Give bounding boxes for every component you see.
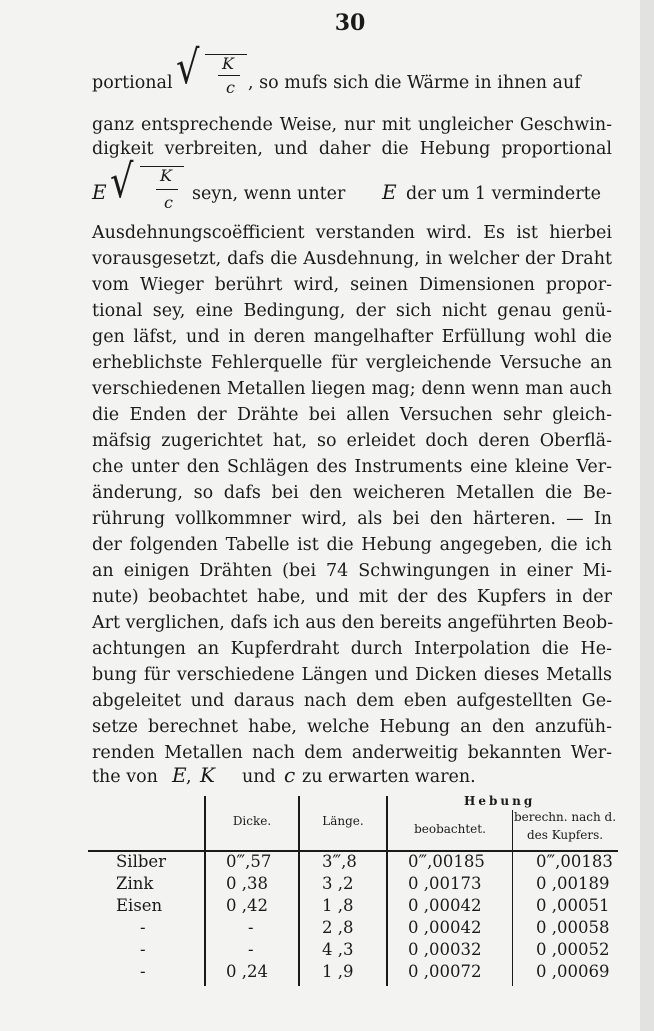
text-line: der folgenden Tabelle ist die Hebung angegeben, die ich (92, 535, 612, 555)
cell-berechnet: 0 ,00058 (536, 918, 610, 937)
text-line-1-rest: , so mufs sich die Wärme in ihnen auf (248, 73, 581, 93)
cell-laenge: 3 ,2 (322, 874, 354, 893)
text-line: erheblichste Fehlerquelle für vergleichende Versuche an (92, 353, 612, 373)
header-dicke: Dicke. (232, 814, 272, 828)
header-berechnet: berechn. nach d. (513, 810, 617, 824)
text-line: Ausdehnungscoëfficient verstanden wird. Es ist hierbei (92, 223, 612, 243)
header-hebung: Hebung (464, 794, 536, 808)
fraction-denominator-c: c (164, 193, 173, 212)
cell-beobachtet: 0 ,00173 (408, 874, 482, 893)
cell-dicke: - (248, 918, 254, 937)
cell-dicke: 0 ,24 (226, 962, 268, 981)
text-line: ganz entsprechende Weise, nur mit ungleicher Geschwin- (92, 115, 612, 135)
symbol-e: E (382, 180, 397, 204)
text-line: vom Wieger berührt wird, seinen Dimensionen propor- (92, 275, 612, 295)
fraction-denominator-c: c (226, 78, 235, 97)
text-line: tional sey, eine Bedingung, der sich nicht genau genü- (92, 301, 612, 321)
cell-beobachtet: 0 ,00042 (408, 918, 482, 937)
text-portional: portional (92, 73, 173, 93)
cell-beobachtet: 0 ,00042 (408, 896, 482, 915)
text-line: gen läfst, und in deren mangelhafter Erfüllung wohl die (92, 327, 612, 347)
text-line: abgeleitet und daraus nach dem eben aufgestellten Ge- (92, 691, 612, 711)
cell-laenge: 3‴,8 (322, 852, 357, 871)
cell-dicke: - (248, 940, 254, 959)
text-line: bung für verschiedene Längen und Dicken dieses Metalls (92, 665, 612, 685)
text-line: die Enden der Drähte bei allen Versuchen sehr gleich- (92, 405, 612, 425)
text-line: renden Metallen nach dem anderweitig bekannten Wer- (92, 743, 612, 763)
text-line: an einigen Drähten (bei 74 Schwingungen in einer Mi- (92, 561, 612, 581)
fraction-line (156, 189, 178, 190)
header-beobachtet: beobachtet. (414, 822, 486, 836)
symbol-e: E (92, 180, 107, 204)
text-line: rührung vollkommner wird, als bei den härteren. — In (92, 509, 612, 529)
text-seyn: seyn, wenn unter (192, 184, 346, 204)
cell-metal: Silber (116, 852, 167, 871)
page-number: 30 (334, 10, 366, 36)
text-the-von: the von (92, 767, 158, 787)
text-line: Art verglichen, dafs ich aus den bereits angeführten Beob- (92, 613, 614, 633)
symbol-k: K (200, 763, 215, 787)
text-line: achtungen an Kupferdraht durch Interpolation die He- (92, 639, 612, 659)
symbol-c: c (284, 763, 296, 787)
cell-beobachtet: 0 ,00032 (408, 940, 482, 959)
cell-beobachtet: 0 ,00072 (408, 962, 482, 981)
fraction-numerator-k: K (222, 54, 234, 73)
cell-dicke: 0 ,42 (226, 896, 268, 915)
cell-laenge: 1 ,8 (322, 896, 354, 915)
text-line-end: zu erwarten waren. (302, 767, 476, 787)
text-line: che unter den Schlägen des Instruments eine kleine Ver- (92, 457, 612, 477)
text-line: digkeit verbreiten, und daher die Hebung proportional (92, 139, 612, 159)
radical-sign: √ (110, 154, 134, 208)
cell-berechnet: 0 ,00069 (536, 962, 610, 981)
radical-sign: √ (176, 40, 200, 94)
cell-metal: Eisen (116, 896, 163, 915)
cell-metal: - (140, 918, 146, 937)
text-line: verschiedenen Metallen liegen mag; denn wenn man auch (92, 379, 612, 399)
fraction-line (218, 75, 240, 76)
comma: , (186, 767, 192, 787)
text-line: nute) beobachtet habe, und mit der des Kupfers in der (92, 587, 612, 607)
hebung-table (88, 790, 618, 990)
cell-metal: - (140, 962, 146, 981)
cell-metal: - (140, 940, 146, 959)
cell-berechnet: 0‴,00183 (536, 852, 613, 871)
cell-berechnet: 0 ,00189 (536, 874, 610, 893)
symbol-e: E (172, 763, 187, 787)
cell-berechnet: 0 ,00051 (536, 896, 610, 915)
text-line: mäfsig zugerichtet hat, so erleidet doch deren Oberflä- (92, 431, 612, 451)
cell-dicke: 0 ,38 (226, 874, 268, 893)
text-und: und (242, 767, 276, 787)
cell-laenge: 4 ,3 (322, 940, 354, 959)
fraction-numerator-k: K (160, 166, 172, 185)
text-line: änderung, so dafs bei den weicheren Metallen die Be- (92, 483, 612, 503)
text-line: vorausgesetzt, dafs die Ausdehnung, in welcher der Draht (92, 249, 612, 269)
cell-dicke: 0‴,57 (226, 852, 272, 871)
header-kupfers: des Kupfers. (526, 828, 604, 842)
header-laenge: Länge. (322, 814, 364, 828)
cell-laenge: 1 ,9 (322, 962, 354, 981)
cell-laenge: 2 ,8 (322, 918, 354, 937)
cell-beobachtet: 0‴,00185 (408, 852, 485, 871)
cell-metal: Zink (116, 874, 154, 893)
cell-berechnet: 0 ,00052 (536, 940, 610, 959)
text-line-rest: der um 1 verminderte (406, 184, 601, 204)
text-line: setze berechnet habe, welche Hebung an den anzufüh- (92, 717, 612, 737)
page-edge (640, 0, 654, 1031)
